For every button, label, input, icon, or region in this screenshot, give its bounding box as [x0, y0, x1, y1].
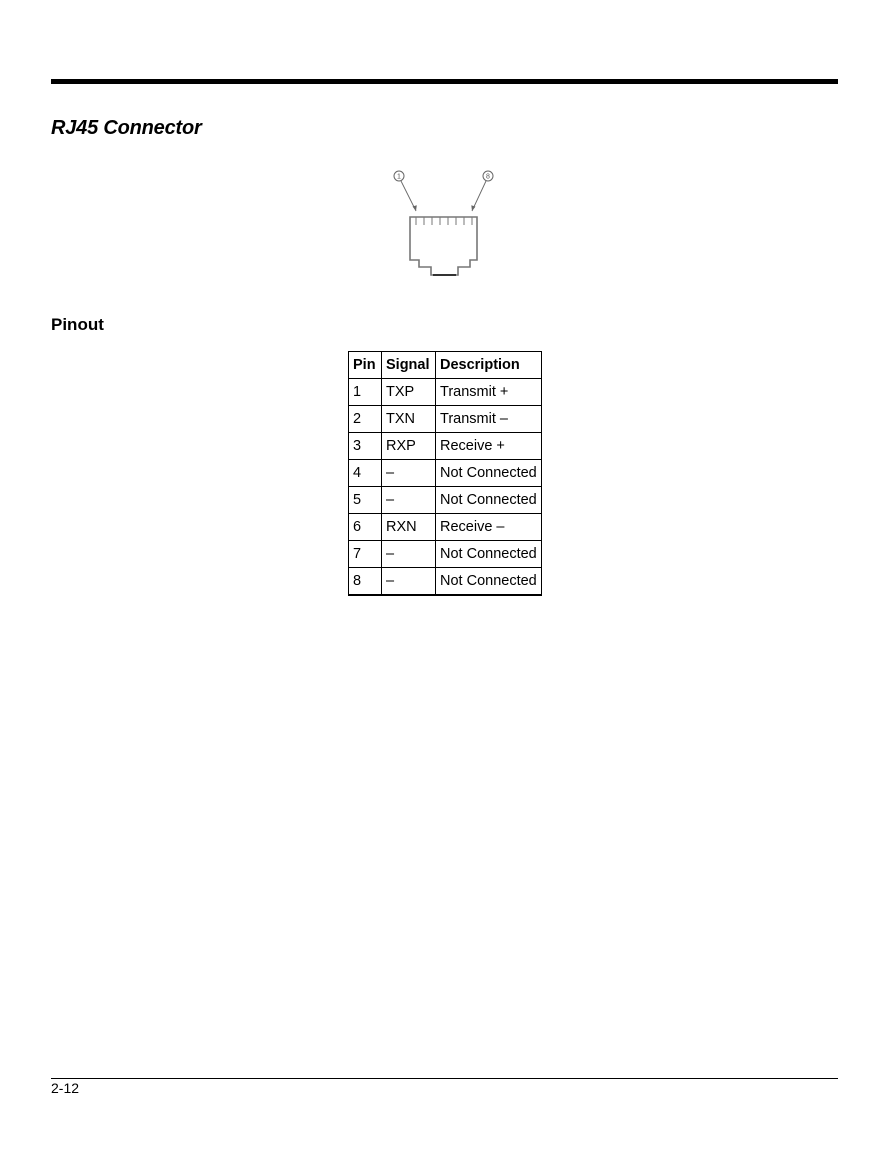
table-row — [349, 406, 542, 433]
header-rule — [51, 79, 838, 84]
table-row — [349, 514, 542, 541]
pinout-title: Pinout — [51, 315, 104, 334]
table-header-row — [349, 352, 542, 379]
cell-signal: – — [382, 460, 436, 487]
cell-description: Receive – — [436, 514, 542, 541]
cell-signal: TXN — [382, 406, 436, 433]
header-pin: Pin — [349, 352, 382, 379]
cell-pin: 5 — [349, 487, 382, 514]
table-row — [349, 568, 542, 596]
pin-1-label: 1 — [397, 173, 401, 181]
cell-signal: TXP — [382, 379, 436, 406]
jack-outline — [410, 217, 477, 275]
pin-8-label: 8 — [486, 173, 490, 181]
section-title: RJ45 Connector — [51, 117, 202, 139]
header-description: Description — [436, 352, 542, 379]
table-row — [349, 379, 542, 406]
table-row — [349, 487, 542, 514]
cell-description: Transmit – — [436, 406, 542, 433]
cell-pin: 3 — [349, 433, 382, 460]
page-number: 2-12 — [51, 1080, 80, 1096]
cell-description: Receive + — [436, 433, 542, 460]
cell-description: Not Connected — [436, 541, 542, 568]
cell-signal: – — [382, 568, 436, 596]
table-row — [349, 433, 542, 460]
cell-pin: 1 — [349, 379, 382, 406]
cell-signal: – — [382, 487, 436, 514]
cell-pin: 2 — [349, 406, 382, 433]
cell-description: Transmit + — [436, 379, 542, 406]
rj45-jack-icon — [385, 165, 505, 285]
cell-pin: 6 — [349, 514, 382, 541]
cell-description: Not Connected — [436, 568, 542, 596]
cell-description: Not Connected — [436, 487, 542, 514]
cell-pin: 4 — [349, 460, 382, 487]
cell-signal: – — [382, 541, 436, 568]
cell-signal: RXN — [382, 514, 436, 541]
header-signal: Signal — [382, 352, 436, 379]
pin-1-callout — [394, 171, 417, 211]
cell-description: Not Connected — [436, 460, 542, 487]
cell-signal: RXP — [382, 433, 436, 460]
table-row — [349, 460, 542, 487]
cell-pin: 8 — [349, 568, 382, 596]
pin-8-callout — [471, 171, 493, 211]
cell-pin: 7 — [349, 541, 382, 568]
pinout-table — [348, 351, 542, 596]
table-row — [349, 541, 542, 568]
footer-rule — [51, 1078, 838, 1079]
